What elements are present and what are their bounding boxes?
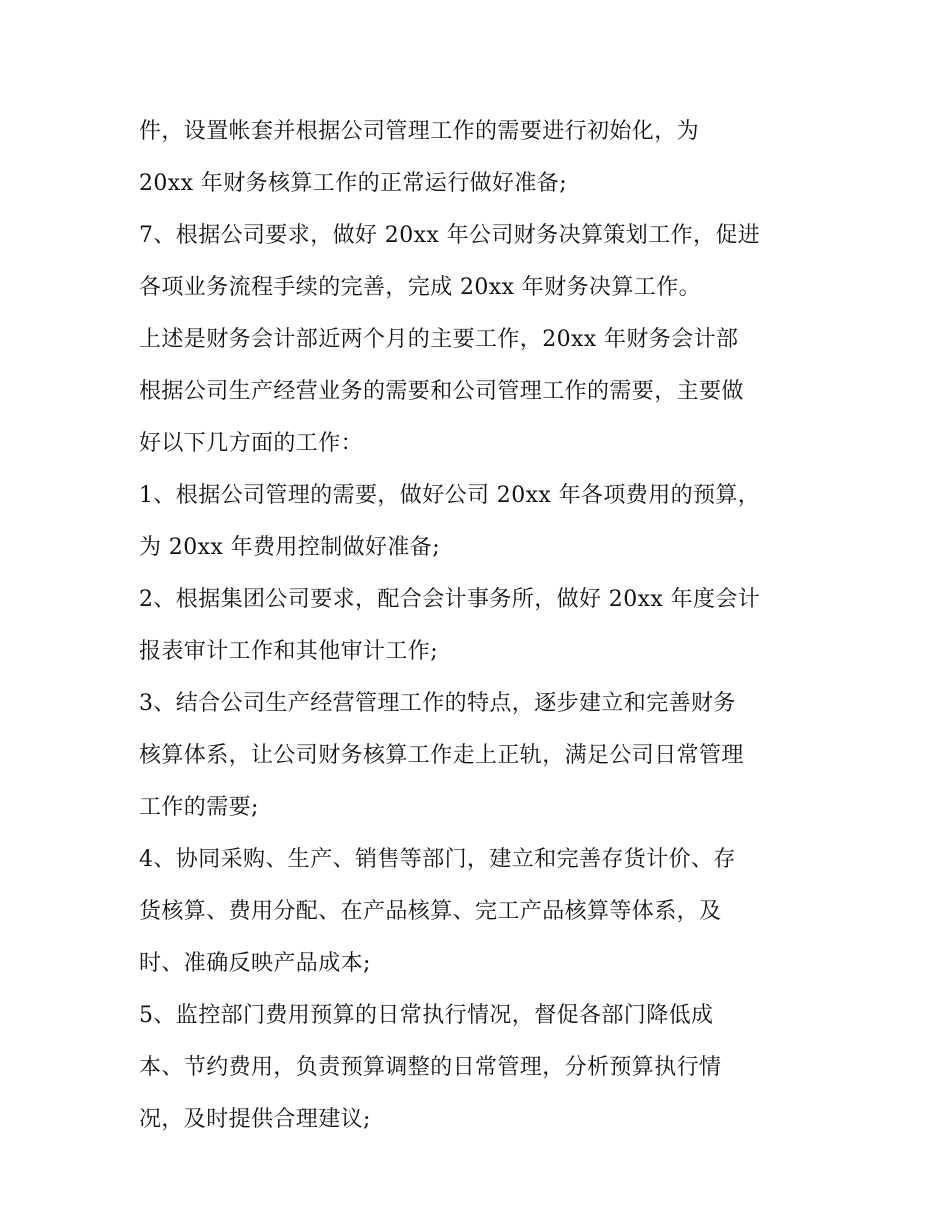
text-line: 本、节约费用，负责预算调整的日常管理，分析预算执行情: [139, 1055, 722, 1080]
text-line: 时、准确反映产品成本;: [139, 951, 371, 976]
text-line: 好以下几方面的工作：: [139, 431, 364, 456]
text-line: 根据公司生产经营业务的需要和公司管理工作的需要，主要做: [139, 379, 744, 404]
text-line: 报表审计工作和其他审计工作;: [139, 639, 439, 664]
text-line: 上述是财务会计部近两个月的主要工作，20xx 年财务会计部: [139, 327, 739, 352]
text-line: 工作的需要;: [139, 795, 259, 820]
text-line: 2、根据集团公司要求，配合会计事务所，做好 20xx 年度会计: [139, 587, 761, 612]
text-line: 20xx 年财务核算工作的正常运行做好准备;: [139, 171, 568, 196]
text-line: 各项业务流程手续的完善，完成 20xx 年财务决算工作。: [139, 275, 701, 300]
text-line: 核算体系，让公司财务核算工作走上正轨，满足公司日常管理: [139, 743, 744, 768]
text-line: 件，设置帐套并根据公司管理工作的需要进行初始化，为: [139, 119, 700, 144]
text-line: 况，及时提供合理建议;: [139, 1107, 371, 1132]
text-line: 1、根据公司管理的需要，做好公司 20xx 年各项费用的预算，: [139, 483, 761, 508]
document-body: [139, 106, 829, 1146]
text-line: 5、监控部门费用预算的日常执行情况，督促各部门降低成: [139, 1003, 714, 1028]
text-line: 货核算、费用分配、在产品核算、完工产品核算等体系，及: [139, 899, 722, 924]
text-line: 7、根据公司要求，做好 20xx 年公司财务决算策划工作，促进: [139, 223, 761, 248]
text-line: 4、协同采购、生产、销售等部门，建立和完善存货计价、存: [139, 847, 736, 872]
text-line: 3、结合公司生产经营管理工作的特点，逐步建立和完善财务: [139, 691, 736, 716]
text-line: 为 20xx 年费用控制做好准备;: [139, 535, 441, 560]
